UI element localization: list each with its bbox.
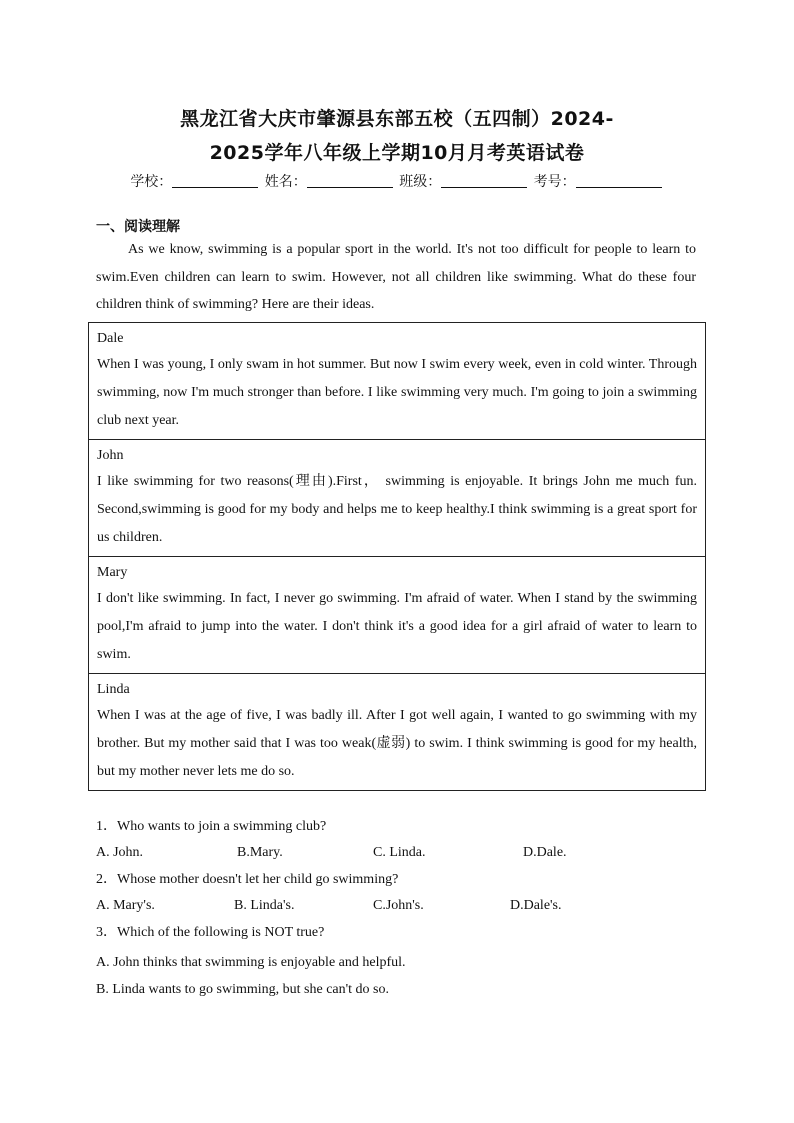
school-blank[interactable] <box>172 173 258 188</box>
intro-paragraph: As we know, swimming is a popular sport in the world. It's not too difficult for people to learn to swim.Even children can learn to swim. However, not all children like swimming. What do these four children think of swimming? Here are their ideas. <box>96 242 696 312</box>
person-text: When I was at the age of five, I was badly ill. After I got well again, I wanted to go swimming with my brother. But my mother said that I was too weak(虚弱) to swim. I think swimming is good for my health, but my mother never lets me do so. <box>97 708 697 779</box>
name-blank[interactable] <box>307 173 393 188</box>
class-blank[interactable] <box>441 173 527 188</box>
option-b[interactable]: B.Mary. <box>237 845 283 860</box>
person-name: Dale <box>97 331 124 346</box>
person-name: Linda <box>97 682 130 697</box>
person-text: I don't like swimming. In fact, I never go swimming. I'm afraid of water. When I stand by the swimming pool,I'm afraid to jump into the water. I don't think it's a good idea for a girl afraid of water to learn to swim. <box>97 591 697 662</box>
option-c[interactable]: C. Linda. <box>373 845 426 860</box>
exam-title-line-1: 黑龙江省大庆市肇源县东部五校（五四制）2024- <box>180 108 614 130</box>
class-label: 班级： <box>399 174 442 190</box>
question-2-stem: 2．Whose mother doesn't let her child go swimming? <box>96 872 399 887</box>
person-cell-linda <box>89 674 706 791</box>
section-heading: 一、阅读理解 <box>96 219 180 235</box>
exam-title-line-2: 2025学年八年级上学期10月月考英语试卷 <box>209 142 585 164</box>
person-cell-john <box>89 440 706 557</box>
table-row <box>89 557 706 674</box>
opinions-table <box>88 322 706 791</box>
option-a[interactable]: A. Mary's. <box>96 898 155 913</box>
table-row <box>89 440 706 557</box>
name-label: 姓名： <box>264 174 307 190</box>
reading-intro <box>96 236 696 319</box>
option-a[interactable]: A. John thinks that swimming is enjoyable and helpful. <box>96 955 406 970</box>
exam-number-label: 考号： <box>533 174 576 190</box>
student-info-line <box>0 171 794 191</box>
person-text: When I was young, I only swam in hot summer. But now I swim every week, even in cold winter. Through swimming, now I'm much stronger than before. I like swimming very much. I'm going to join a swimming club next year. <box>97 357 697 428</box>
questions <box>96 814 716 1000</box>
option-d[interactable]: D.Dale's. <box>510 898 562 913</box>
option-b[interactable]: B. Linda wants to go swimming, but she can't do so. <box>96 982 390 997</box>
question-3-stem: 3．Which of the following is NOT true? <box>96 925 325 940</box>
person-text: I like swimming for two reasons(理由).First， swimming is enjoyable. It brings John me much fun. Second,swimming is good for my body and helps me to keep healthy.I think swimming is a great sport for us children. <box>97 474 697 545</box>
table-row <box>89 323 706 440</box>
option-d[interactable]: D.Dale. <box>523 845 567 860</box>
option-b[interactable]: B. Linda's. <box>234 898 295 913</box>
school-label: 学校： <box>130 174 173 190</box>
option-a[interactable]: A. John. <box>96 845 144 860</box>
table-row <box>89 674 706 791</box>
person-name: Mary <box>97 565 128 580</box>
person-cell-dale <box>89 323 706 440</box>
person-cell-mary <box>89 557 706 674</box>
exam-number-blank[interactable] <box>576 173 662 188</box>
option-c[interactable]: C.John's. <box>373 898 424 913</box>
question-2-options <box>96 894 716 920</box>
question-1-options <box>96 841 716 867</box>
person-name: John <box>97 448 124 463</box>
question-1-stem: 1．Who wants to join a swimming club? <box>96 819 327 834</box>
